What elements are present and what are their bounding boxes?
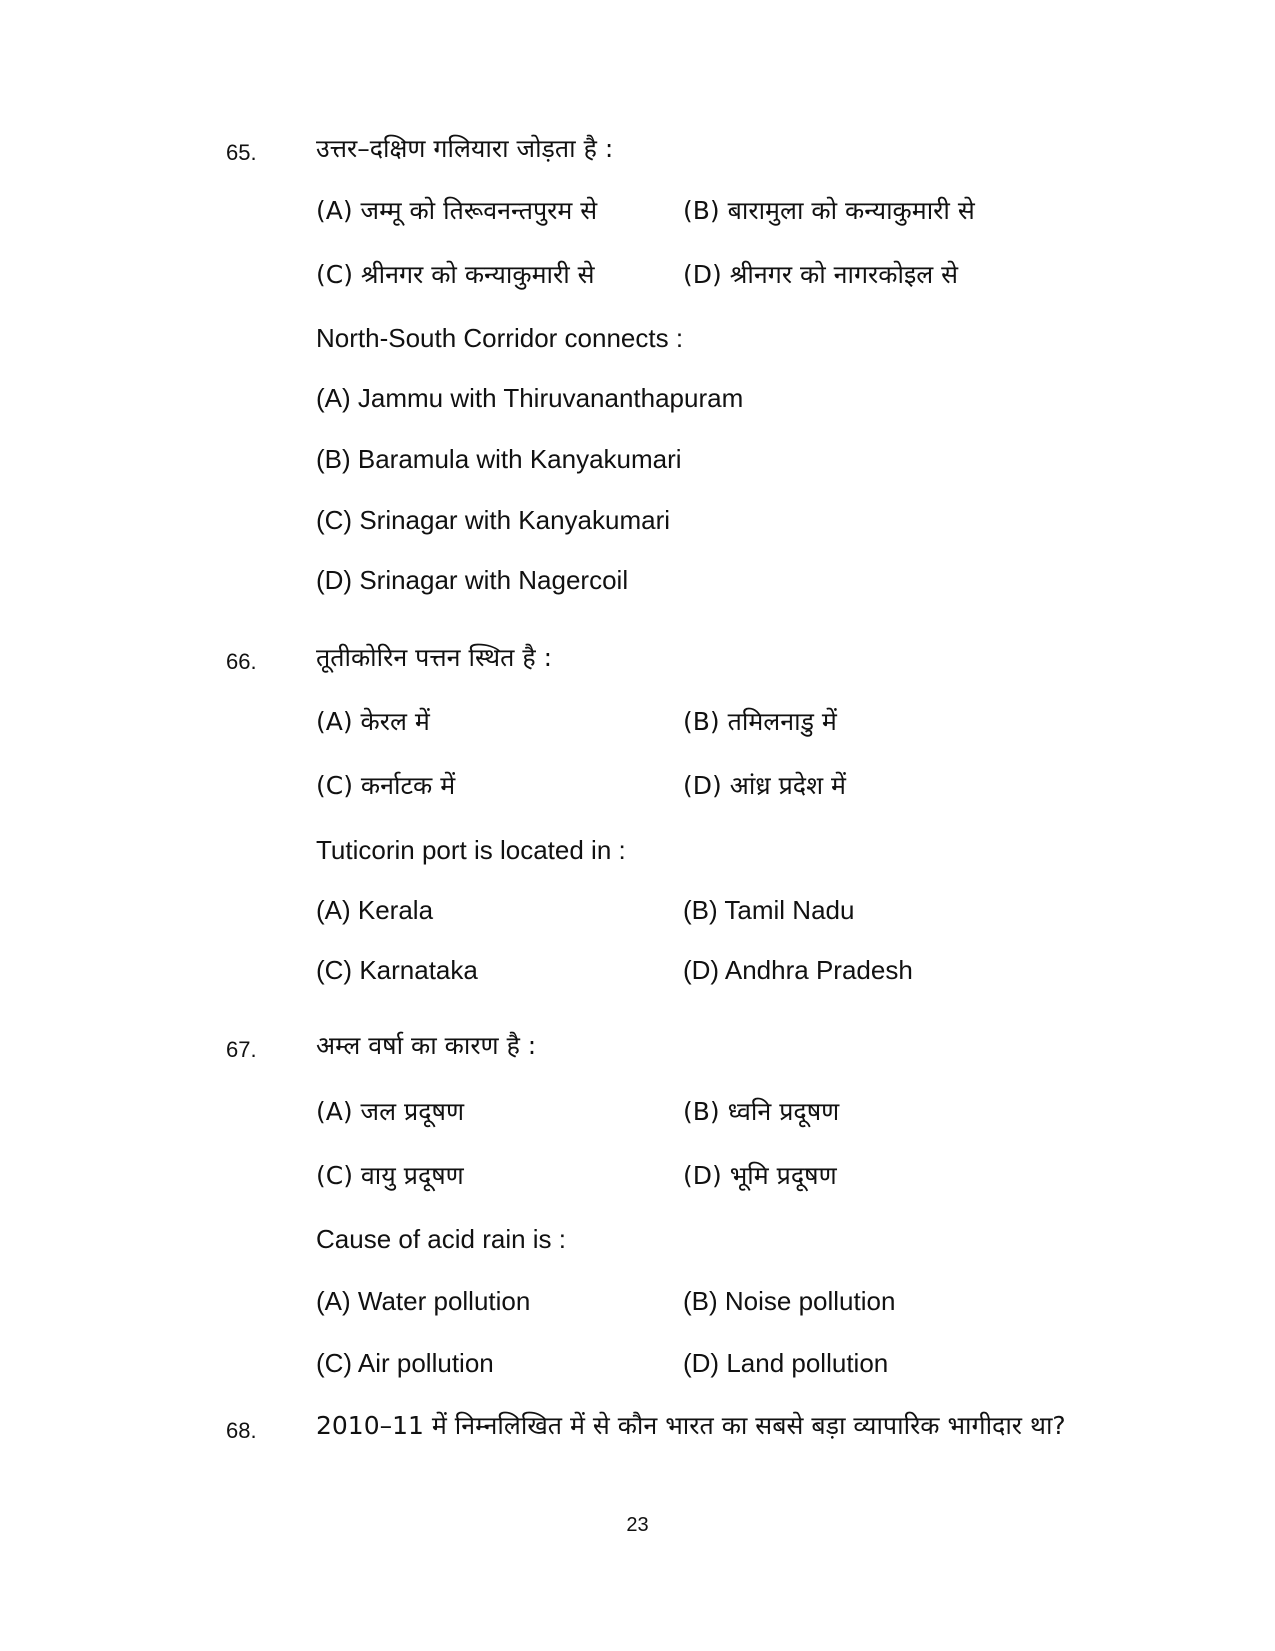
page-number: 23 xyxy=(626,1514,649,1536)
option-hindi-a: (A) केरल में xyxy=(316,707,430,736)
option-english-d: (D) Andhra Pradesh xyxy=(683,955,913,985)
question-stem-hindi: अम्ल वर्षा का कारण है : xyxy=(316,1031,537,1060)
option-hindi-c: (C) श्रीनगर को कन्याकुमारी से xyxy=(316,260,595,289)
question-number: 67. xyxy=(226,1037,257,1062)
option-english-d: (D) Land pollution xyxy=(683,1348,889,1378)
option-hindi-c: (C) वायु प्रदूषण xyxy=(316,1161,464,1190)
option-hindi-b: (B) बारामुला को कन्याकुमारी से xyxy=(683,196,975,225)
question-number: 66. xyxy=(226,649,257,674)
option-hindi-b: (B) ध्वनि प्रदूषण xyxy=(683,1097,840,1126)
option-english-b: (B) Tamil Nadu xyxy=(683,895,855,925)
option-english-a: (A) Water pollution xyxy=(316,1286,531,1316)
option-hindi-d: (D) भूमि प्रदूषण xyxy=(683,1161,837,1190)
option-hindi-b: (B) तमिलनाडु में xyxy=(683,707,837,736)
question-number: 65. xyxy=(226,140,257,165)
question-stem-hindi: 2010–11 में निम्नलिखित में से कौन भारत का सबसे बड़ा व्यापारिक भागीदार था? xyxy=(316,1411,1066,1440)
option-hindi-c: (C) कर्नाटक में xyxy=(316,771,456,800)
option-english-b: (B) Baramula with Kanyakumari xyxy=(316,444,682,474)
question-stem-english: North-South Corridor connects : xyxy=(316,323,684,353)
option-english-a: (A) Jammu with Thiruvananthapuram xyxy=(316,383,744,413)
option-english-c: (C) Air pollution xyxy=(316,1348,494,1378)
option-hindi-d: (D) आंध्र प्रदेश में xyxy=(683,771,846,800)
question-stem-hindi: तूतीकोरिन पत्तन स्थित है : xyxy=(316,643,552,672)
question-stem-hindi: उत्तर–दक्षिण गलियारा जोड़ता है : xyxy=(316,134,614,163)
option-english-c: (C) Karnataka xyxy=(316,955,478,985)
option-english-a: (A) Kerala xyxy=(316,895,434,925)
option-hindi-a: (A) जम्मू को तिरूवनन्तपुरम से xyxy=(316,196,598,225)
option-hindi-d: (D) श्रीनगर को नागरकोइल से xyxy=(683,260,959,289)
question-stem-english: Tuticorin port is located in : xyxy=(316,835,626,865)
option-english-c: (C) Srinagar with Kanyakumari xyxy=(316,505,671,535)
option-english-b: (B) Noise pollution xyxy=(683,1286,896,1316)
question-number: 68. xyxy=(226,1418,257,1443)
option-hindi-a: (A) जल प्रदूषण xyxy=(316,1097,465,1126)
question-stem-english: Cause of acid rain is : xyxy=(316,1224,567,1254)
option-english-d: (D) Srinagar with Nagercoil xyxy=(316,565,629,595)
